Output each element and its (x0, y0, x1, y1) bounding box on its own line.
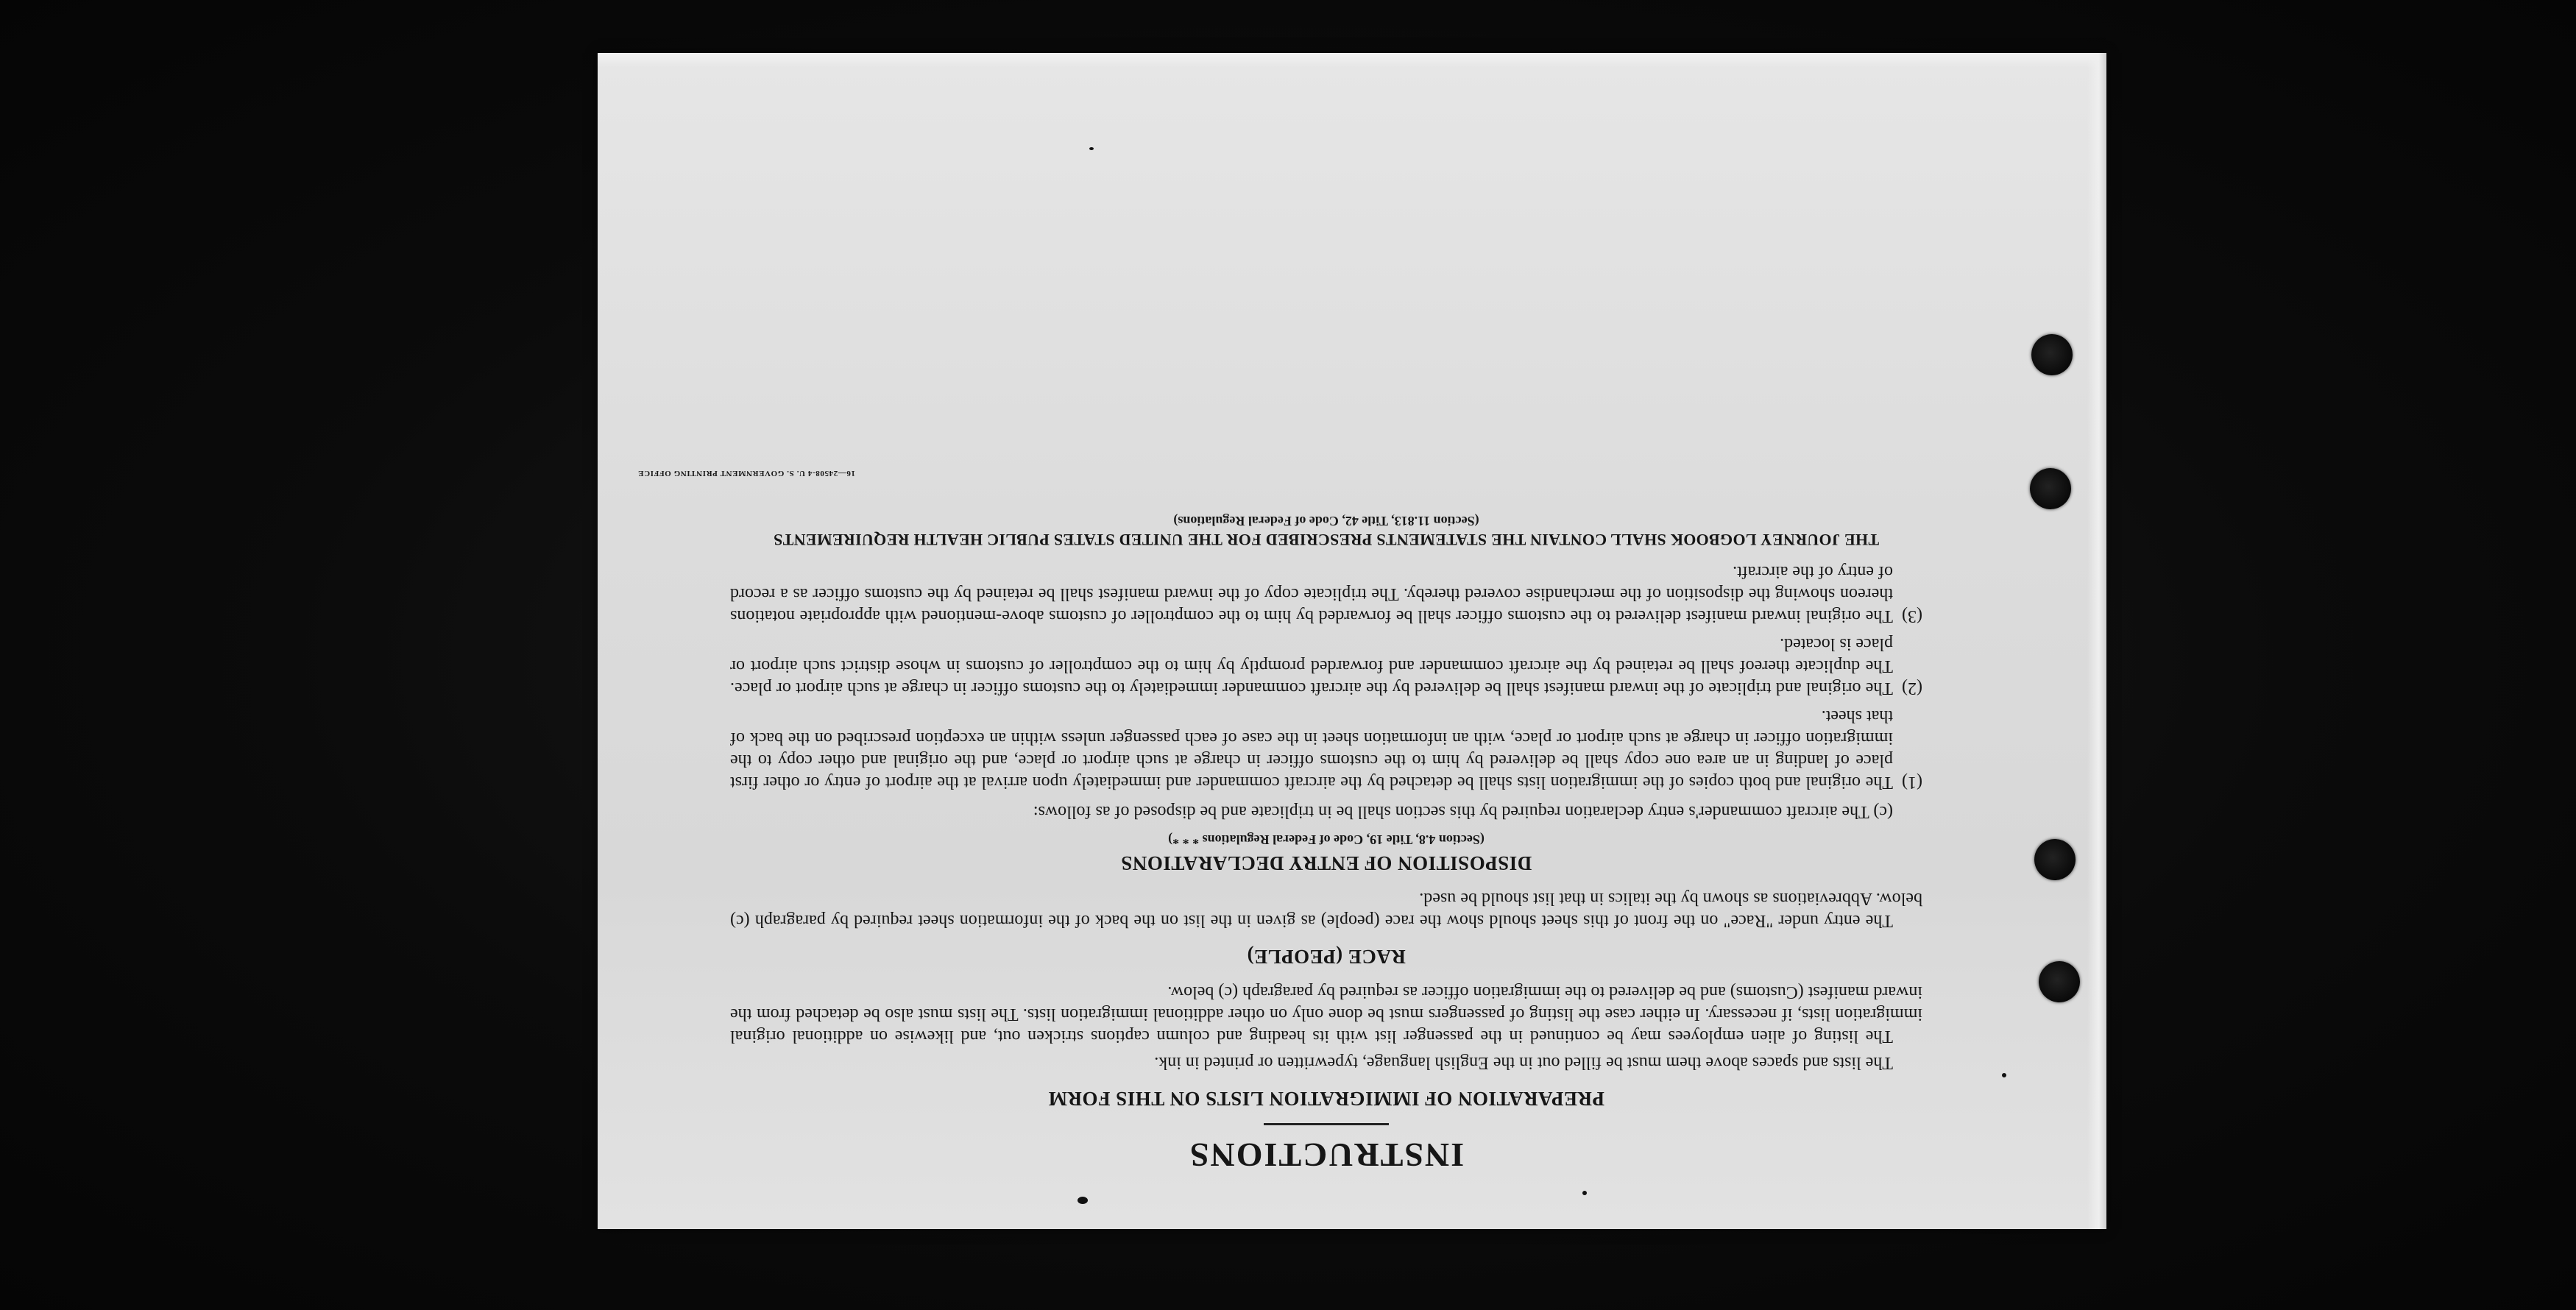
paper-top-edge (598, 53, 2106, 68)
printer-imprint: 16—24508-4 U. S. GOVERNMENT PRINTING OFFICE (637, 469, 855, 478)
punch-hole-icon (2034, 839, 2076, 880)
list-item-text: The original and triplicate of the inward manifest shall be delivered by the aircraft commander immediately to the customs officer in charge at such airport or place. The duplicate thereof shall be retained by the aircraft commander and forwarded promptly by him to the comptroller of customs in whose district such airport or place is located. (730, 634, 1893, 698)
paragraph-preparation-2: The listing of alien employees may be continued in the passenger list with its heading and column captions stricken out, and likewise on additional original immigration lists, if necessary. In either case the listing of passengers must be done only on other additional immigration lists. The lists must also be detached from the inward manifest (Customs) and be delivered to the immigration officer as required by paragraph (c) below. (730, 982, 1922, 1046)
paragraph-preparation-1: The lists and spaces above them must be filled out in the English language, typewritten or printed in ink. (1154, 1053, 1893, 1072)
citation-title-19: (Section 4.8, Title 19, Code of Federal Regulations * * *) (1168, 832, 1485, 847)
page-title: INSTRUCTIONS (1188, 1136, 1465, 1174)
punch-hole-icon (2031, 334, 2073, 375)
citation-title-42: (Section 11.813, Title 42, Code of Federal Regulations) (1173, 514, 1479, 528)
paragraph-disposition-intro: (c) The aircraft commander's entry declaration required by this section shall be in triplicate and be disposed of as follows: (1033, 802, 1893, 821)
section-heading-disposition: DISPOSITION OF ENTRY DECLARATIONS (1120, 852, 1532, 874)
punch-hole-icon (2039, 961, 2080, 1002)
list-item (730, 561, 1922, 627)
list-item (730, 705, 1922, 793)
paper-right-edge (2087, 53, 2106, 1229)
section-heading-preparation: PREPARATION OF IMMIGRATION LISTS ON THIS FORM (1047, 1088, 1605, 1110)
punch-hole-icon (2030, 468, 2071, 509)
list-item-text: The original inward manifest delivered to the customs officer shall be forwarded by him to the comptroller of customs above-mentioned with appropriate notations thereon showing the disposition of the merchandise covered thereby. The triplicate copy of the inward manifest shall be retained by the customs officer as a record of entry of the aircraft. (730, 562, 1893, 626)
ink-speck (1582, 1191, 1587, 1195)
list-item-text: The original and both copies of the immigration lists shall be detached by the aircraft commander and immediately upon arrival at the airport of entry or other first place of landing in an area one copy shall be delivered by him to the customs officer in charge at such airport or place, and the original and other copy to the immigration officer in charge at such airport or place, with an information sheet in the case of each passenger unless within an exception prescribed on the back of that sheet. (730, 707, 1893, 792)
paragraph-race: The entry under "Race" on the front of this sheet should show the race (people) as given in the list on the back of the information sheet required by paragraph (c) below. Abbreviations as shown by the italics in that list should be used. (730, 889, 1922, 930)
title-rule (1264, 1123, 1389, 1125)
section-heading-race: RACE (PEOPLE) (1247, 946, 1406, 968)
document-page (598, 53, 2106, 1229)
ink-speck (2002, 1073, 2006, 1077)
list-item-number: (3) (1902, 606, 1922, 626)
ink-speck (1078, 1197, 1088, 1204)
logbook-requirement: THE JOURNEY LOGBOOK SHALL CONTAIN THE STATEMENTS PRESCRIBED FOR THE UNITED STATES PUBLIC HEALTH REQUIREMENTS (773, 531, 1880, 549)
list-item-number: (1) (1902, 773, 1922, 792)
ink-speck (1089, 147, 1094, 150)
list-item (730, 633, 1922, 699)
instructions-content (637, 230, 1922, 1179)
list-item-number: (2) (1902, 679, 1922, 698)
